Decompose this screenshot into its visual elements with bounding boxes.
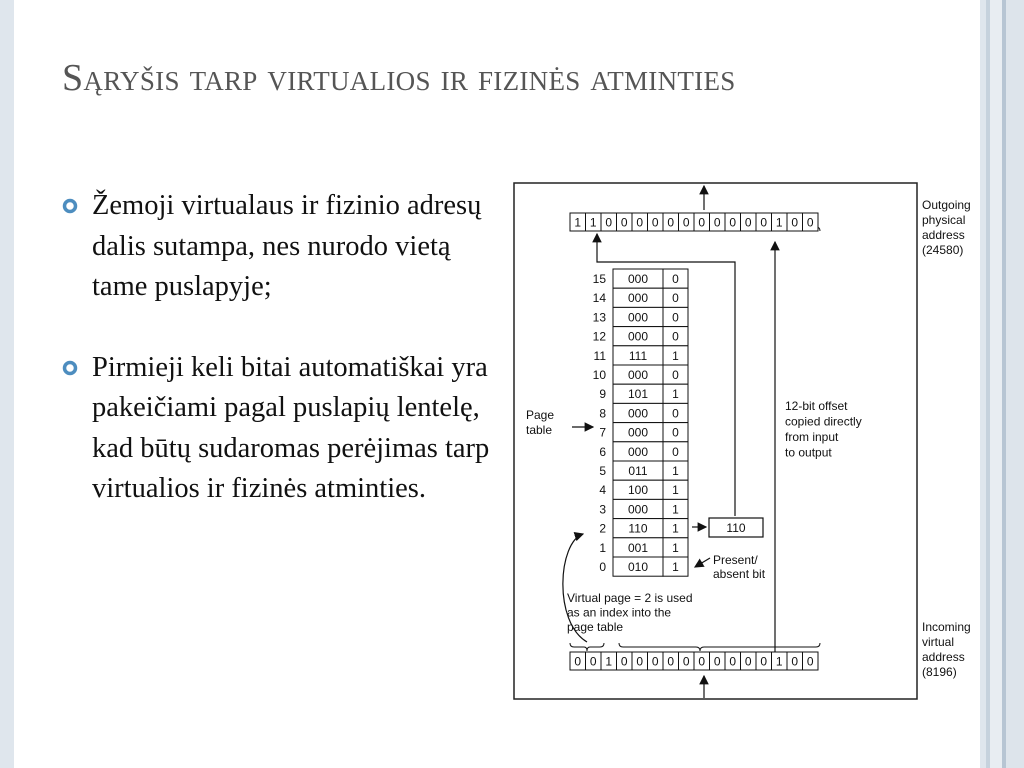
outgoing-address-label: physical [922, 213, 966, 227]
incoming-bit-value: 0 [698, 654, 706, 669]
slide-title: Sąryšis tarp virtualios ir fizinės atminties [62, 57, 736, 99]
page-table-index: 7 [599, 425, 606, 440]
page-table-frame-value: 000 [627, 425, 649, 440]
outgoing-bit-value: 0 [620, 215, 628, 230]
page-table-index: 4 [599, 483, 606, 498]
bullet-item [62, 348, 507, 510]
paging-diagram [513, 182, 978, 704]
page-table-frame-value: 001 [627, 540, 649, 555]
outgoing-bit-value: 0 [667, 215, 675, 230]
incoming-bit-value: 0 [651, 654, 659, 669]
page-table-present-value: 1 [672, 483, 679, 498]
incoming-bit-value: 0 [574, 654, 582, 669]
page-table-frame-value: 000 [627, 329, 649, 344]
incoming-bit-value: 0 [589, 654, 597, 669]
incoming-bit-value: 0 [667, 654, 675, 669]
outgoing-bit-value: 0 [791, 215, 799, 230]
offset-label: to output [785, 445, 832, 460]
outgoing-bit-value: 0 [605, 215, 613, 230]
page-table-frame-value: 000 [627, 310, 649, 325]
incoming-address-label: (8196) [922, 665, 957, 679]
outgoing-bit-row [570, 213, 818, 231]
bullet-list [62, 186, 507, 550]
page-table-present-value: 1 [672, 464, 679, 478]
incoming-bit-value: 0 [760, 654, 768, 669]
outgoing-bit-value: 0 [760, 215, 768, 230]
offset-label: copied directly [785, 414, 862, 429]
slide-right-border [980, 0, 1024, 768]
page-table-frame-value: 110 [628, 521, 648, 536]
page-table-frame-value: 000 [627, 368, 649, 382]
outgoing-bit-value: 0 [682, 215, 690, 230]
page-table-index: 2 [599, 521, 606, 536]
bullet-item [62, 186, 507, 308]
page-table-index: 12 [592, 329, 606, 344]
page-table-present-value: 1 [672, 560, 679, 574]
outgoing-bit-value: 0 [636, 215, 644, 230]
page-table-index: 8 [599, 406, 606, 421]
page-table-index: 13 [592, 310, 606, 325]
outgoing-bit-value: 0 [698, 215, 706, 230]
outgoing-bit-value: 0 [744, 215, 752, 230]
outgoing-address-label: (24580) [922, 243, 964, 257]
incoming-bit-value: 1 [605, 654, 613, 669]
incoming-bit-value: 0 [620, 654, 628, 669]
page-table-index: 5 [599, 464, 606, 478]
offset-label: from input [785, 430, 839, 444]
page-table-frame-value: 000 [627, 291, 649, 306]
page-table-label: Page [526, 408, 555, 422]
incoming-address-label: Incoming [922, 620, 971, 634]
page-table-index: 9 [599, 387, 606, 402]
outgoing-bit-value: 1 [574, 215, 582, 230]
page-table-index: 0 [599, 560, 606, 574]
page-table-index: 10 [592, 368, 606, 382]
incoming-bit-value: 1 [775, 654, 783, 669]
page-table-present-value: 1 [672, 502, 679, 517]
page-table-frame-value: 000 [627, 502, 649, 517]
slide-left-border [0, 0, 14, 768]
page-table-frame-value: 000 [627, 272, 649, 286]
page-table-present-value: 0 [672, 310, 679, 325]
page-table-present-value: 0 [672, 406, 679, 421]
outgoing-bit-value: 0 [806, 215, 814, 230]
outgoing-bit-value: 1 [775, 215, 783, 230]
present-bit-label: absent bit [713, 567, 766, 581]
incoming-bit-value: 0 [636, 654, 644, 669]
bullet-text: Pirmieji keli bitai automatiškai yra pakeičiami pagal puslapių lentelę, kad būtų sudaromas perėjimas tarp virtualios ir fizinės atminties. [92, 351, 490, 504]
virtual-page-label: page table [567, 620, 624, 634]
virtual-page-label: as an index into the [567, 605, 672, 620]
incoming-address-label: address [922, 650, 965, 664]
page-table-present-value: 1 [672, 540, 679, 555]
page-table-present-value: 0 [672, 444, 679, 459]
page-table-index: 3 [599, 502, 606, 517]
page-table-index: 6 [599, 444, 606, 459]
page-table-label: table [526, 423, 553, 437]
page-table-present-value: 0 [672, 425, 679, 440]
page-table-present-value: 1 [672, 348, 679, 363]
incoming-bit-value: 0 [806, 654, 814, 669]
incoming-bit-value: 0 [791, 654, 799, 669]
virtual-page-label: Virtual page = 2 is used [567, 591, 693, 605]
outgoing-bit-value: 0 [729, 215, 737, 230]
incoming-bit-value: 0 [744, 654, 752, 669]
page-table-frame-value: 000 [627, 406, 649, 421]
bullet-ring-icon [62, 360, 78, 376]
page-table-present-value: 0 [672, 291, 679, 306]
page-table-index: 1 [599, 540, 606, 555]
physical-frame-value: 110 [726, 521, 746, 535]
present-bit-label: Present/ [713, 553, 758, 567]
outgoing-bit-value: 0 [713, 215, 721, 230]
page-table-frame-value: 101 [627, 387, 649, 402]
outgoing-bit-value: 0 [651, 215, 659, 230]
page-table-present-value: 0 [672, 272, 679, 286]
page-table-index: 15 [592, 272, 606, 286]
page-table-present-value: 1 [672, 521, 679, 536]
page-table-frame-value: 010 [627, 560, 649, 574]
page-table-frame-value: 111 [628, 348, 648, 363]
page-table-index: 11 [593, 348, 606, 363]
incoming-bit-value: 0 [729, 654, 737, 669]
outgoing-bit-value: 1 [589, 215, 597, 230]
page-table-present-value: 0 [672, 368, 679, 382]
page-table-index: 14 [592, 291, 606, 306]
incoming-bit-value: 0 [713, 654, 721, 669]
outgoing-address-label: Outgoing [922, 198, 971, 212]
page-table-present-value: 1 [672, 387, 679, 402]
offset-label: 12-bit offset [785, 399, 848, 413]
page-table-frame-value: 011 [628, 464, 648, 478]
bullet-text: Žemoji virtualaus ir fizinio adresų dalis sutampa, nes nurodo vietą tame puslapyje; [92, 190, 482, 302]
page-table-present-value: 0 [672, 329, 679, 344]
page-table-frame-value: 100 [627, 483, 649, 498]
incoming-bit-row [570, 652, 818, 670]
outgoing-address-label: address [922, 228, 965, 242]
incoming-address-label: virtual [922, 635, 955, 649]
bullet-ring-icon [62, 198, 78, 214]
incoming-bit-value: 0 [682, 654, 690, 669]
page-table-frame-value: 000 [627, 444, 649, 459]
